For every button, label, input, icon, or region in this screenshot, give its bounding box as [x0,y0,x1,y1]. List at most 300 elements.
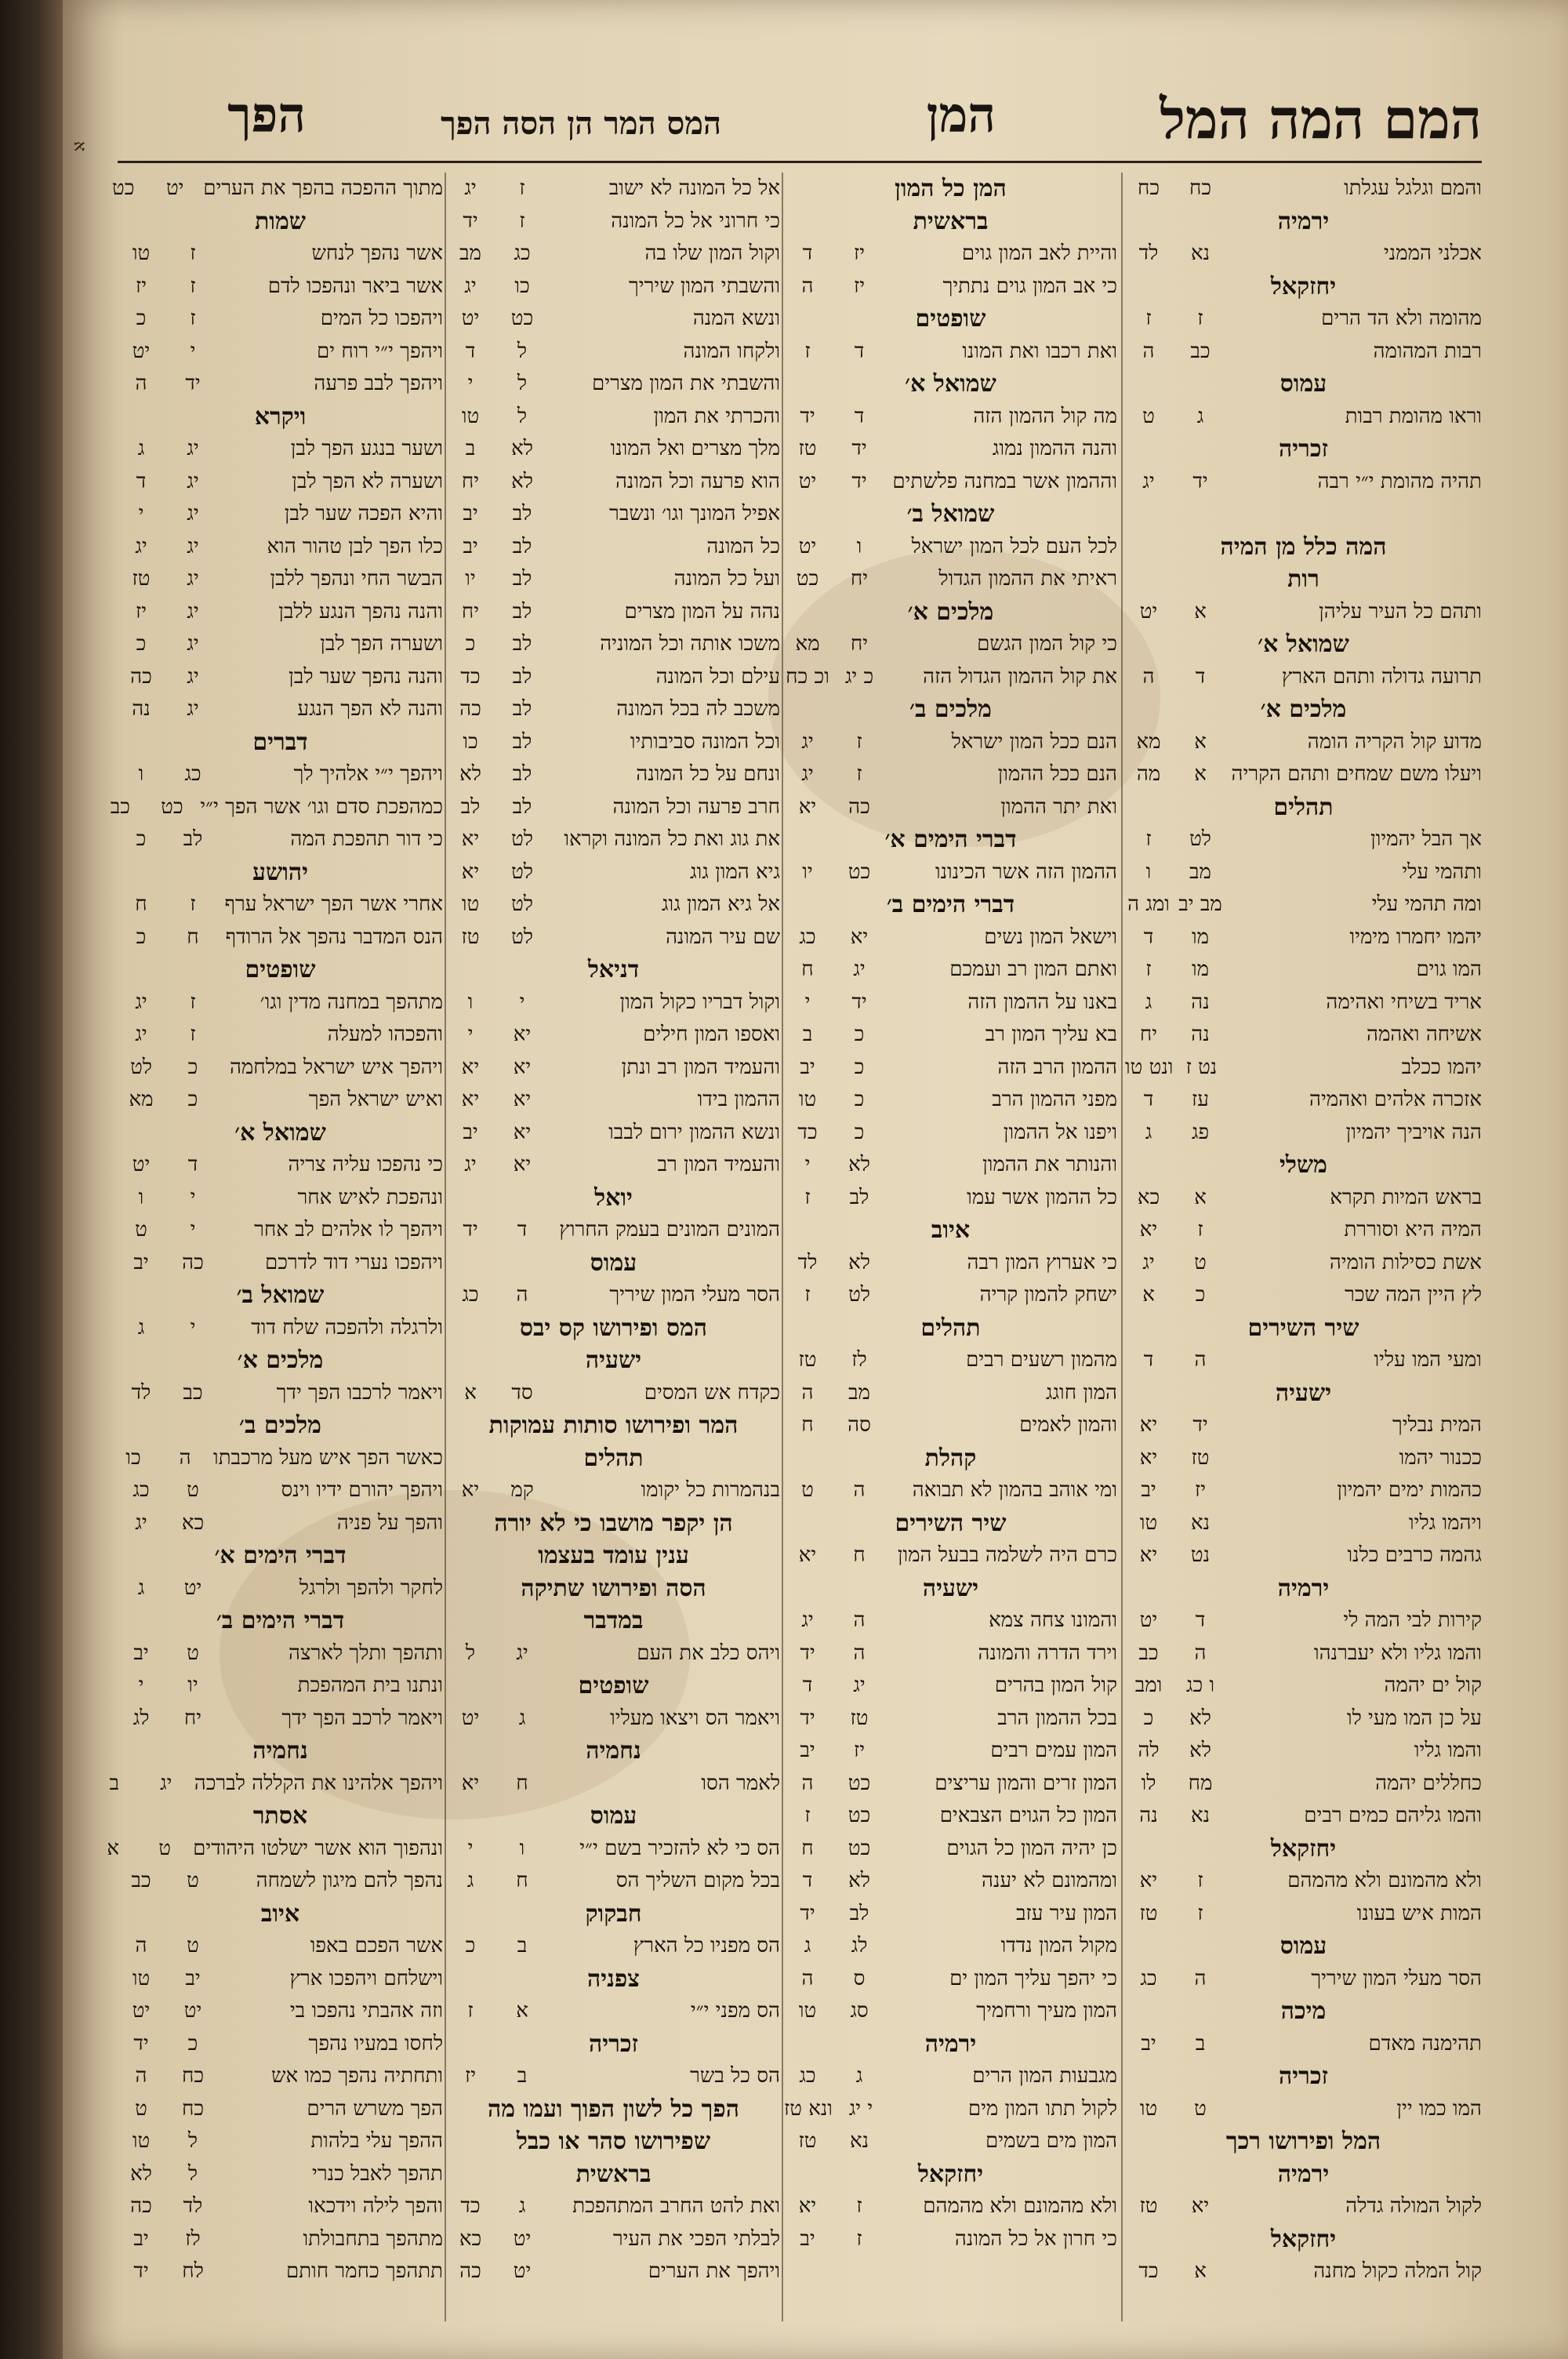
entry-row [784,921,1117,954]
verse-ref: ב [802,1023,813,1046]
entry-text: כל ההמון אשר עמו [967,1185,1117,1209]
entry-text: קול המלה כקול מחנה [1313,2259,1482,2283]
verse-ref: יא [798,1543,817,1567]
section-heading [1125,531,1482,564]
entry-row [447,271,780,304]
chapter-ref: לב [512,599,532,623]
entry-text: לבלתי הפכי את העיר [612,2226,780,2251]
heading-text: שמואל א׳ [234,1118,326,1147]
entry-row [1125,1442,1482,1475]
heading-text: ירמיה [1277,207,1330,235]
entry-row [1125,954,1482,987]
section-heading [1125,1995,1482,2028]
entry-text: מתהפך במחנה מדין וגו׳ [260,990,443,1014]
chapter-ref: נט ז [1185,1055,1218,1079]
entry-text: והנותר את ההמון [982,1153,1117,1176]
verse-ref: לא [130,2161,152,2186]
section-heading [118,1800,443,1833]
verse-ref: ה [801,274,814,298]
verse-ref: ה [801,1771,814,1795]
section-heading [1125,791,1482,824]
entry-row [1125,661,1482,694]
entry-text: אשת כסילות הומיה [1329,1250,1482,1274]
entry-text: כהמות ימים יהמיון [1337,1478,1482,1502]
entry-row [447,433,780,466]
verse-ref: מה [1136,762,1161,786]
entry-text: יהמו ככלב [1401,1055,1482,1079]
chapter-ref: מב [1189,860,1211,884]
entry-text: כי נהפכו עליה צריה [288,1153,443,1176]
entry-row [447,628,780,661]
section-heading [784,498,1117,531]
verse-ref: ז [804,1804,811,1827]
verse-ref: ד [802,242,813,265]
entry-row [784,1930,1117,1963]
verse-ref: כ [136,632,147,656]
chapter-ref: י [519,990,525,1014]
section-heading [118,1605,443,1637]
verse-ref: כב [110,794,130,819]
entry-row [447,1149,780,1182]
entry-row [1125,336,1482,369]
entry-row [118,1019,443,1052]
chapter-ref: ז [190,274,196,298]
chapter-ref: לא [511,437,533,460]
header-rule [118,161,1482,163]
chapter-ref: יז [853,274,866,298]
entry-text: כרם היה לשלמה בבעל המון [897,1543,1117,1567]
entry-row [118,238,443,271]
entry-text: וראו מהומת רבות [1345,404,1482,428]
verse-ref: כו [125,1445,141,1470]
entry-text: בכל ההמון הרב [997,1706,1117,1730]
entry-row [784,1474,1117,1507]
verse-ref: לג [132,1706,150,1730]
chapter-ref: לא [848,1153,870,1176]
entry-text: ונתנו בית המהפכת [297,1674,443,1697]
heading-text: רות [1287,565,1319,593]
chapter-ref: כח [181,2096,205,2121]
chapter-ref: ד [517,1218,528,1241]
entry-text: גהמה כרבים כלנו [1347,1543,1482,1567]
entry-row [118,531,443,564]
chapter-ref: לא [848,1250,870,1274]
section-heading [447,1800,780,1833]
entry-text: אזכרה אלהים ואהמיה [1309,1088,1482,1111]
entry-text: מגבעות המון הרים [972,2064,1117,2088]
entry-row [447,303,780,336]
column-divider [445,173,446,2321]
chapter-ref: ו כג [1185,1674,1215,1697]
entry-row [784,238,1117,271]
verse-ref: כד [460,664,481,689]
entry-text: ואת להט החרב המתהפכת [572,2194,780,2218]
entry-row [118,1670,443,1703]
chapter-ref: מח [1188,1771,1213,1795]
entry-row [118,1377,443,1410]
verse-ref: טו [798,1088,817,1111]
entry-row [447,889,780,921]
verse-ref: ז [804,1185,811,1209]
verse-ref: יא [798,2194,817,2218]
chapter-ref: לב [512,664,532,689]
entry-text: אשר ביאר ונהפכו לדם [267,274,443,298]
section-heading [1125,368,1482,401]
concordance-column-3 [447,173,780,2337]
chapter-ref: יג [187,502,199,525]
entry-text: ואתם המון רב ועמכם [949,958,1117,981]
entry-text: ויפנו אל ההמון [1003,1120,1117,1144]
entry-text: מהמון רשעים רבים [966,1348,1117,1372]
entry-row [118,1247,443,1280]
section-heading [447,1182,780,1215]
entry-text: את קול ההמון הגדול הזה [923,664,1117,689]
entry-row [447,401,780,434]
entry-text: על כן המו מעי לו [1346,1706,1482,1730]
entry-row [1125,987,1482,1020]
section-heading [784,1312,1117,1345]
entry-row [1125,1898,1482,1931]
chapter-ref: יא [513,1120,532,1144]
verse-ref: יב [800,1739,815,1762]
verse-ref: כא [459,2226,482,2251]
entry-row [447,791,780,824]
heading-text: ענין עומד בעצמו [538,1542,689,1569]
chapter-ref: ד [1195,664,1206,689]
verse-ref: ד [802,1674,813,1697]
entry-text: מדוע קול הקריה הומה [1307,729,1482,754]
chapter-ref: ט [158,1836,172,1860]
chapter-ref: י [190,339,196,363]
entry-row [447,2190,780,2223]
verse-ref: יג [464,1153,477,1176]
entry-row [118,1149,443,1182]
chapter-ref: נה [1191,990,1210,1014]
heading-text: דברי הימים א׳ [214,1542,347,1569]
chapter-ref: כח [1189,176,1212,200]
verse-ref: לד [131,1380,151,1405]
entry-row [784,1670,1117,1703]
chapter-ref: יא [513,1023,532,1046]
entry-row [1125,1084,1482,1117]
chapter-ref: לא [1189,1739,1211,1762]
entry-text: מהומה ולא הד הרים [1321,307,1482,330]
section-heading [784,596,1117,629]
entry-row [784,1735,1117,1768]
verse-ref: ה [135,1934,147,1957]
header-col2: המן [926,86,996,144]
entry-row [784,531,1117,564]
section-heading [1125,433,1482,466]
entry-text: והכרתי את המון [653,404,780,428]
chapter-ref: ז [519,209,525,233]
verse-ref: כה [459,2259,481,2283]
verse-ref: י [467,372,474,395]
verse-ref: ג [804,1934,811,1957]
entry-row [784,987,1117,1020]
section-heading [784,2028,1117,2061]
entry-text: כי דור תהפכת המה [290,827,443,851]
verse-ref: ד [1143,1348,1154,1372]
entry-text: בראש המיות תקרא [1330,1185,1482,1209]
verse-ref: יא [461,1055,480,1079]
entry-text: בא עליך המון רב [985,1023,1117,1046]
verse-ref: ומג ה [1127,892,1170,916]
verse-ref: לד [797,1250,818,1274]
entry-text: ונשא ההמון ירום לבבו [608,1120,780,1144]
verse-ref: יט [132,1999,151,2023]
entry-text: והנה לא הפך הנגע [297,697,443,721]
section-heading [118,1539,443,1572]
concordance-column-2 [784,173,1117,2337]
heading-text: יחזקאל [1270,1834,1337,1863]
heading-text: ירמיה [1277,1574,1330,1602]
chapter-ref: י [190,1315,196,1339]
verse-ref: ט [135,1218,147,1241]
chapter-ref: ז [856,762,862,786]
entry-text: הס מפניו כל הארץ [633,1934,780,1957]
heading-text: אסתר [252,1802,308,1830]
entry-row [118,2093,443,2126]
entry-text: וקול דבריו כקול המון [619,990,780,1014]
chapter-ref: לט [511,892,533,916]
chapter-ref: א [1194,1185,1207,1209]
entry-row [1125,596,1482,629]
chapter-ref: ה [853,1478,866,1502]
entry-text: והמם וגלגל עגלתו [1344,176,1482,200]
chapter-ref: יג [187,599,199,623]
chapter-ref: נא [1190,1510,1210,1535]
chapter-ref: יג [160,1771,172,1795]
verse-ref: ד [802,1869,813,1892]
entry-row [1125,1507,1482,1540]
chapter-ref: כ [854,1120,865,1144]
chapter-ref: ח [853,1543,866,1567]
chapter-ref: לז [185,2226,201,2251]
verse-ref: יא [461,1088,480,1111]
verse-ref: טו [1139,2096,1158,2121]
verse-ref: ח [801,1836,814,1860]
heading-text: ישעיה [1275,1379,1332,1407]
chapter-ref: א [516,1999,528,2023]
verse-ref: יט [461,307,480,330]
entry-row [447,531,780,564]
verse-ref: ב [465,437,476,460]
entry-text: וזה אהבתי נהפכו בי [289,1999,443,2023]
section-heading [118,205,443,238]
entry-row [784,1377,1117,1410]
entry-text: והמו גליו ולא יעברנהו [1314,1641,1482,1665]
chapter-ref: יט [183,1576,202,1600]
heading-text: מלכים א׳ [1260,696,1347,723]
chapter-ref: לא [848,1869,870,1892]
entry-text: ויהפך י״י רוח ים [317,339,443,363]
entry-text: מלך מצרים ואל המונו [610,437,780,460]
verse-ref: טז [1139,1901,1158,1925]
entry-text: המון זרים והמון עריצים [935,1771,1117,1795]
chapter-ref: נא [1190,242,1210,265]
verse-ref: ג [1145,990,1152,1014]
section-heading [447,1605,780,1637]
entry-text: כי אערוץ המון רבה [967,1250,1117,1274]
entry-row [1125,1963,1482,1996]
chapter-ref: יג [187,632,199,656]
entry-row [784,1149,1117,1182]
entry-text: אל כל המונה לא ישוב [608,176,780,200]
section-heading [447,2028,780,2061]
entry-text: ונהפוך הוא אשר ישלטו היהודים [193,1836,443,1860]
entry-text: והיית לאב המון גוים [961,242,1117,265]
chapter-ref: כה [848,794,870,819]
entry-text: לץ היין המה שכר [1345,1283,1482,1307]
entry-row [784,1117,1117,1150]
chapter-ref: יז [853,1739,866,1762]
verse-ref: ונא טז [784,2096,833,2121]
verse-ref: כא [1137,1185,1160,1209]
entry-text: נהפך להם מיגון לשמחה [256,1869,443,1892]
entry-text: ואת יתר ההמון [1000,794,1117,819]
entry-row [447,1995,780,2028]
chapter-ref: ט [1194,1250,1207,1274]
entry-row [118,823,443,856]
entry-row [118,2060,443,2093]
heading-text: איוב [931,1216,971,1244]
verse-ref: טז [1139,2194,1158,2218]
chapter-ref: ז [190,307,196,330]
verse-ref: טו [461,404,480,428]
entry-row [1125,173,1482,205]
section-heading [784,693,1117,726]
entry-text: כמהפכת סדם וגו׳ אשר הפך י״י [200,794,443,819]
entry-text: המו גוים [1416,958,1482,981]
chapter-ref: ס [853,1966,866,1990]
entry-row [784,628,1117,661]
entry-row [1125,401,1482,434]
entry-row [118,1995,443,2028]
section-heading [1125,2223,1482,2256]
heading-text: עמוס [590,1802,637,1830]
entry-text: ומה תהמי עלי [1371,892,1482,916]
verse-ref: כו [463,729,478,754]
verse-ref: כג [462,1283,479,1307]
verse-ref: ד [1143,925,1154,949]
verse-ref: טז [798,2129,817,2153]
entry-text: ויהפך לו אלהים לב אחר [254,1218,443,1241]
verse-ref: ה [135,2064,147,2088]
entry-text: הנה אויביך יהמיון [1345,1120,1482,1144]
chapter-ref: יח [850,567,869,591]
chapter-ref: לח [182,2259,204,2283]
entry-text: והמונו צחה צמא [989,1608,1117,1632]
entry-row [784,1539,1117,1572]
entry-text: ויאמר לרכב הפך ידך [281,1706,443,1730]
entry-text: מתוך ההפכה בהפך את הערים [203,176,443,200]
verse-ref: יד [133,2259,149,2283]
heading-text: שופטים [915,305,986,333]
entry-row [118,2028,443,2061]
entry-text: אחרי אשר הפך ישראל ערף [224,892,443,916]
section-heading [1125,1149,1482,1182]
entry-text: לקול תתו המון מים [967,2096,1117,2121]
chapter-ref: ד [1195,1608,1206,1632]
heading-text: עמוס [1279,370,1327,398]
verse-ref: יג [1142,1250,1155,1274]
heading-text: הפך כל לשון הפוך ועמו מה [488,2095,739,2123]
verse-ref: נה [1139,1804,1158,1827]
entry-text: וכל המונה סביבותיו [630,729,780,754]
chapter-ref: כט [510,307,534,330]
entry-text: וישלחם ויהפכו ארץ [289,1966,443,1990]
heading-text: הסה ופירושו שתיקה [521,1574,706,1602]
entry-row [110,791,443,824]
verse-ref: כב [1138,1641,1159,1665]
section-heading [784,1572,1117,1605]
chapter-ref: לט [1189,827,1211,851]
entry-text: ויאמר לרכבו הפך ידך [276,1380,443,1405]
entry-row [784,1052,1117,1085]
chapter-ref: לב [512,534,532,558]
entry-row [447,1117,780,1150]
chapter-ref: ג [855,2064,863,2088]
heading-text: מיכה [1280,1997,1327,2025]
chapter-ref: יב [185,1966,201,1990]
heading-text [1125,498,1482,531]
verse-ref: יט [132,1153,151,1176]
header-col1: המם המה המל [1160,86,1482,151]
chapter-ref: יג [187,664,199,689]
entry-text: ויהפך י״י אלהיך לך [293,762,443,786]
chapter-ref: יא [513,1153,532,1176]
entry-text: כי יהפך עליך המון ים [949,1966,1117,1990]
heading-text: בראשית [575,2160,652,2188]
chapter-ref: כט [848,1836,871,1860]
entry-text: וירד הדרה והמונה [978,1641,1117,1665]
chapter-ref: ה [853,1608,866,1632]
header-col3: המס המר הן הסה הפך [441,105,721,142]
entry-row [447,1865,780,1898]
chapter-ref: יד [851,437,867,460]
chapter-ref: כט [161,794,183,819]
verse-ref: לה [1138,1739,1160,1762]
chapter-ref: א [1194,2259,1207,2283]
chapter-ref: כח [181,2064,205,2088]
heading-text: שמואל א׳ [905,370,996,398]
entry-text: מקול המון נדדו [1000,1934,1117,1957]
verse-ref: נה [132,697,151,721]
running-header [118,86,1482,157]
entry-row [447,987,780,1020]
entry-text: קול ים יהמה [1384,1674,1482,1697]
entry-row [118,336,443,369]
section-heading [118,401,443,434]
verse-ref: מא [795,632,820,656]
verse-ref: כד [797,1120,818,1144]
chapter-ref: כג [514,242,531,265]
chapter-ref: לא [511,469,533,493]
entry-row [118,2125,443,2158]
entry-row [447,205,780,238]
chapter-ref: ה [853,1641,866,1665]
entry-text: ושערה הפך לבן [320,632,443,656]
entry-row [447,921,780,954]
heading-text: המל ופירושו רכך [1225,2128,1381,2155]
section-heading [784,1507,1117,1540]
section-heading [1125,1572,1482,1605]
entry-row [1125,856,1482,889]
verse-ref: יו [802,860,813,884]
section-heading [447,1247,780,1280]
entry-text: ותהמי עלי [1402,860,1482,884]
